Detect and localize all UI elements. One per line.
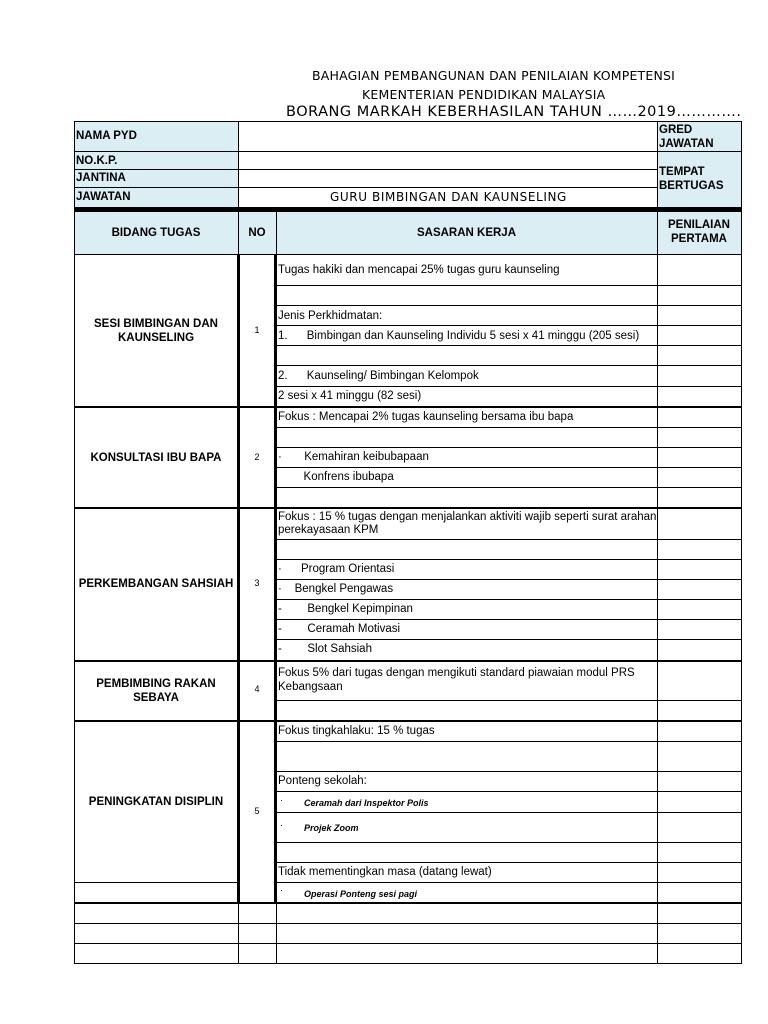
col-penilaian: PENILAIAN (668, 219, 730, 231)
no-2: 2 (254, 452, 260, 462)
sasaran-item: Konfrens ibubapa (278, 471, 394, 483)
bullet-icon: · (280, 885, 283, 895)
nama-pyd-label: NAMA PYD (76, 130, 137, 142)
bidang-sesi-bimbingan: SESI BIMBINGAN DAN (94, 318, 218, 330)
sasaran-item: - Slot Sahsiah (278, 643, 372, 655)
no-1: 1 (254, 325, 260, 335)
bidang-pembimbing-rakan-2: SEBAYA (133, 692, 179, 704)
bullet-icon: · (280, 795, 283, 805)
header-ministry: KEMENTERIAN PENDIDIKAN MALAYSIA (362, 87, 606, 102)
tempat-label: TEMPAT (659, 166, 705, 178)
sasaran-item: Fokus : Mencapai 2% tugas kaunseling bersama ibu bapa (278, 411, 574, 423)
sasaran-item: Projek Zoom (304, 823, 359, 833)
col-no: NO (248, 227, 266, 239)
col-penilaian-2: PERTAMA (670, 233, 727, 245)
sasaran-item: Ponteng sekolah: (278, 775, 367, 787)
sasaran-item: - Ceramah Motivasi (278, 623, 401, 635)
sasaran-item: Fokus tingkahlaku: 15 % tugas (278, 725, 435, 737)
sasaran-item: 2 sesi x 41 minggu (82 sesi) (278, 390, 422, 402)
sasaran-item: Fokus : 15 % tugas dengan menjalankan aktiviti wajib seperti surat arahan (278, 511, 657, 523)
jawatan-value: GURU BIMBINGAN DAN KAUNSELING (330, 190, 567, 204)
bullet-icon: · (280, 820, 283, 830)
sasaran-item: perekayasaan KPM (278, 524, 379, 536)
sasaran-item: 1. Bimbingan dan Kaunseling Individu 5 sesi x 41 minggu (205 sesi) (278, 330, 640, 342)
col-sasaran-kerja: SASARAN KERJA (416, 227, 517, 239)
nokp-label: NO.K.P. (76, 155, 118, 167)
bidang-pembimbing-rakan: PEMBIMBING RAKAN (96, 678, 216, 690)
bidang-peningkatan-disiplin: PENINGKATAN DISIPLIN (88, 796, 224, 808)
jantina-label: JANTINA (76, 172, 126, 184)
sasaran-item: Operasi Ponteng sesi pagi (304, 889, 418, 899)
sasaran-item: Kebangsaan (278, 681, 343, 693)
no-5: 5 (254, 806, 260, 816)
bidang-konsultasi: KONSULTASI IBU BAPA (90, 452, 222, 464)
sasaran-item: Ceramah dari Inspektor Polis (304, 798, 429, 808)
sasaran-item: · Kemahiran keibubapaan (278, 451, 429, 463)
header-agency: BAHAGIAN PEMBANGUNAN DAN PENILAIAN KOMPETENSI (312, 68, 676, 83)
bidang-sesi-bimbingan-2: KAUNSELING (117, 332, 195, 344)
no-4: 4 (254, 684, 260, 694)
gred-label: GRED (659, 124, 693, 136)
gred-label-2: JAWATAN (659, 138, 714, 150)
sasaran-item: · Program Orientasi (278, 563, 395, 575)
col-bidang-tugas: BIDANG TUGAS (111, 227, 201, 239)
sasaran-item: - Bengkel Kepimpinan (278, 603, 413, 615)
jawatan-label: JAWATAN (76, 191, 131, 203)
sasaran-item: 2. Kaunseling/ Bimbingan Kelompok (278, 370, 479, 382)
form-title: BORANG MARKAH KEBERHASILAN TAHUN ……2019…………. (286, 104, 742, 120)
sasaran-item: Jenis Perkhidmatan: (278, 310, 383, 322)
no-3: 3 (254, 578, 260, 588)
bidang-perkembangan-sahsiah: PERKEMBANGAN SAHSIAH (78, 578, 234, 590)
sasaran-item: Tugas hakiki dan mencapai 25% tugas guru kaunseling (278, 264, 560, 276)
sasaran-item: Tidak mementingkan masa (datang lewat) (278, 866, 492, 878)
sasaran-item: · Bengkel Pengawas (278, 583, 394, 595)
tempat-label-2: BERTUGAS (659, 180, 724, 192)
sasaran-item: Fokus 5% dari tugas dengan mengikuti standard piawaian modul PRS (278, 667, 635, 679)
